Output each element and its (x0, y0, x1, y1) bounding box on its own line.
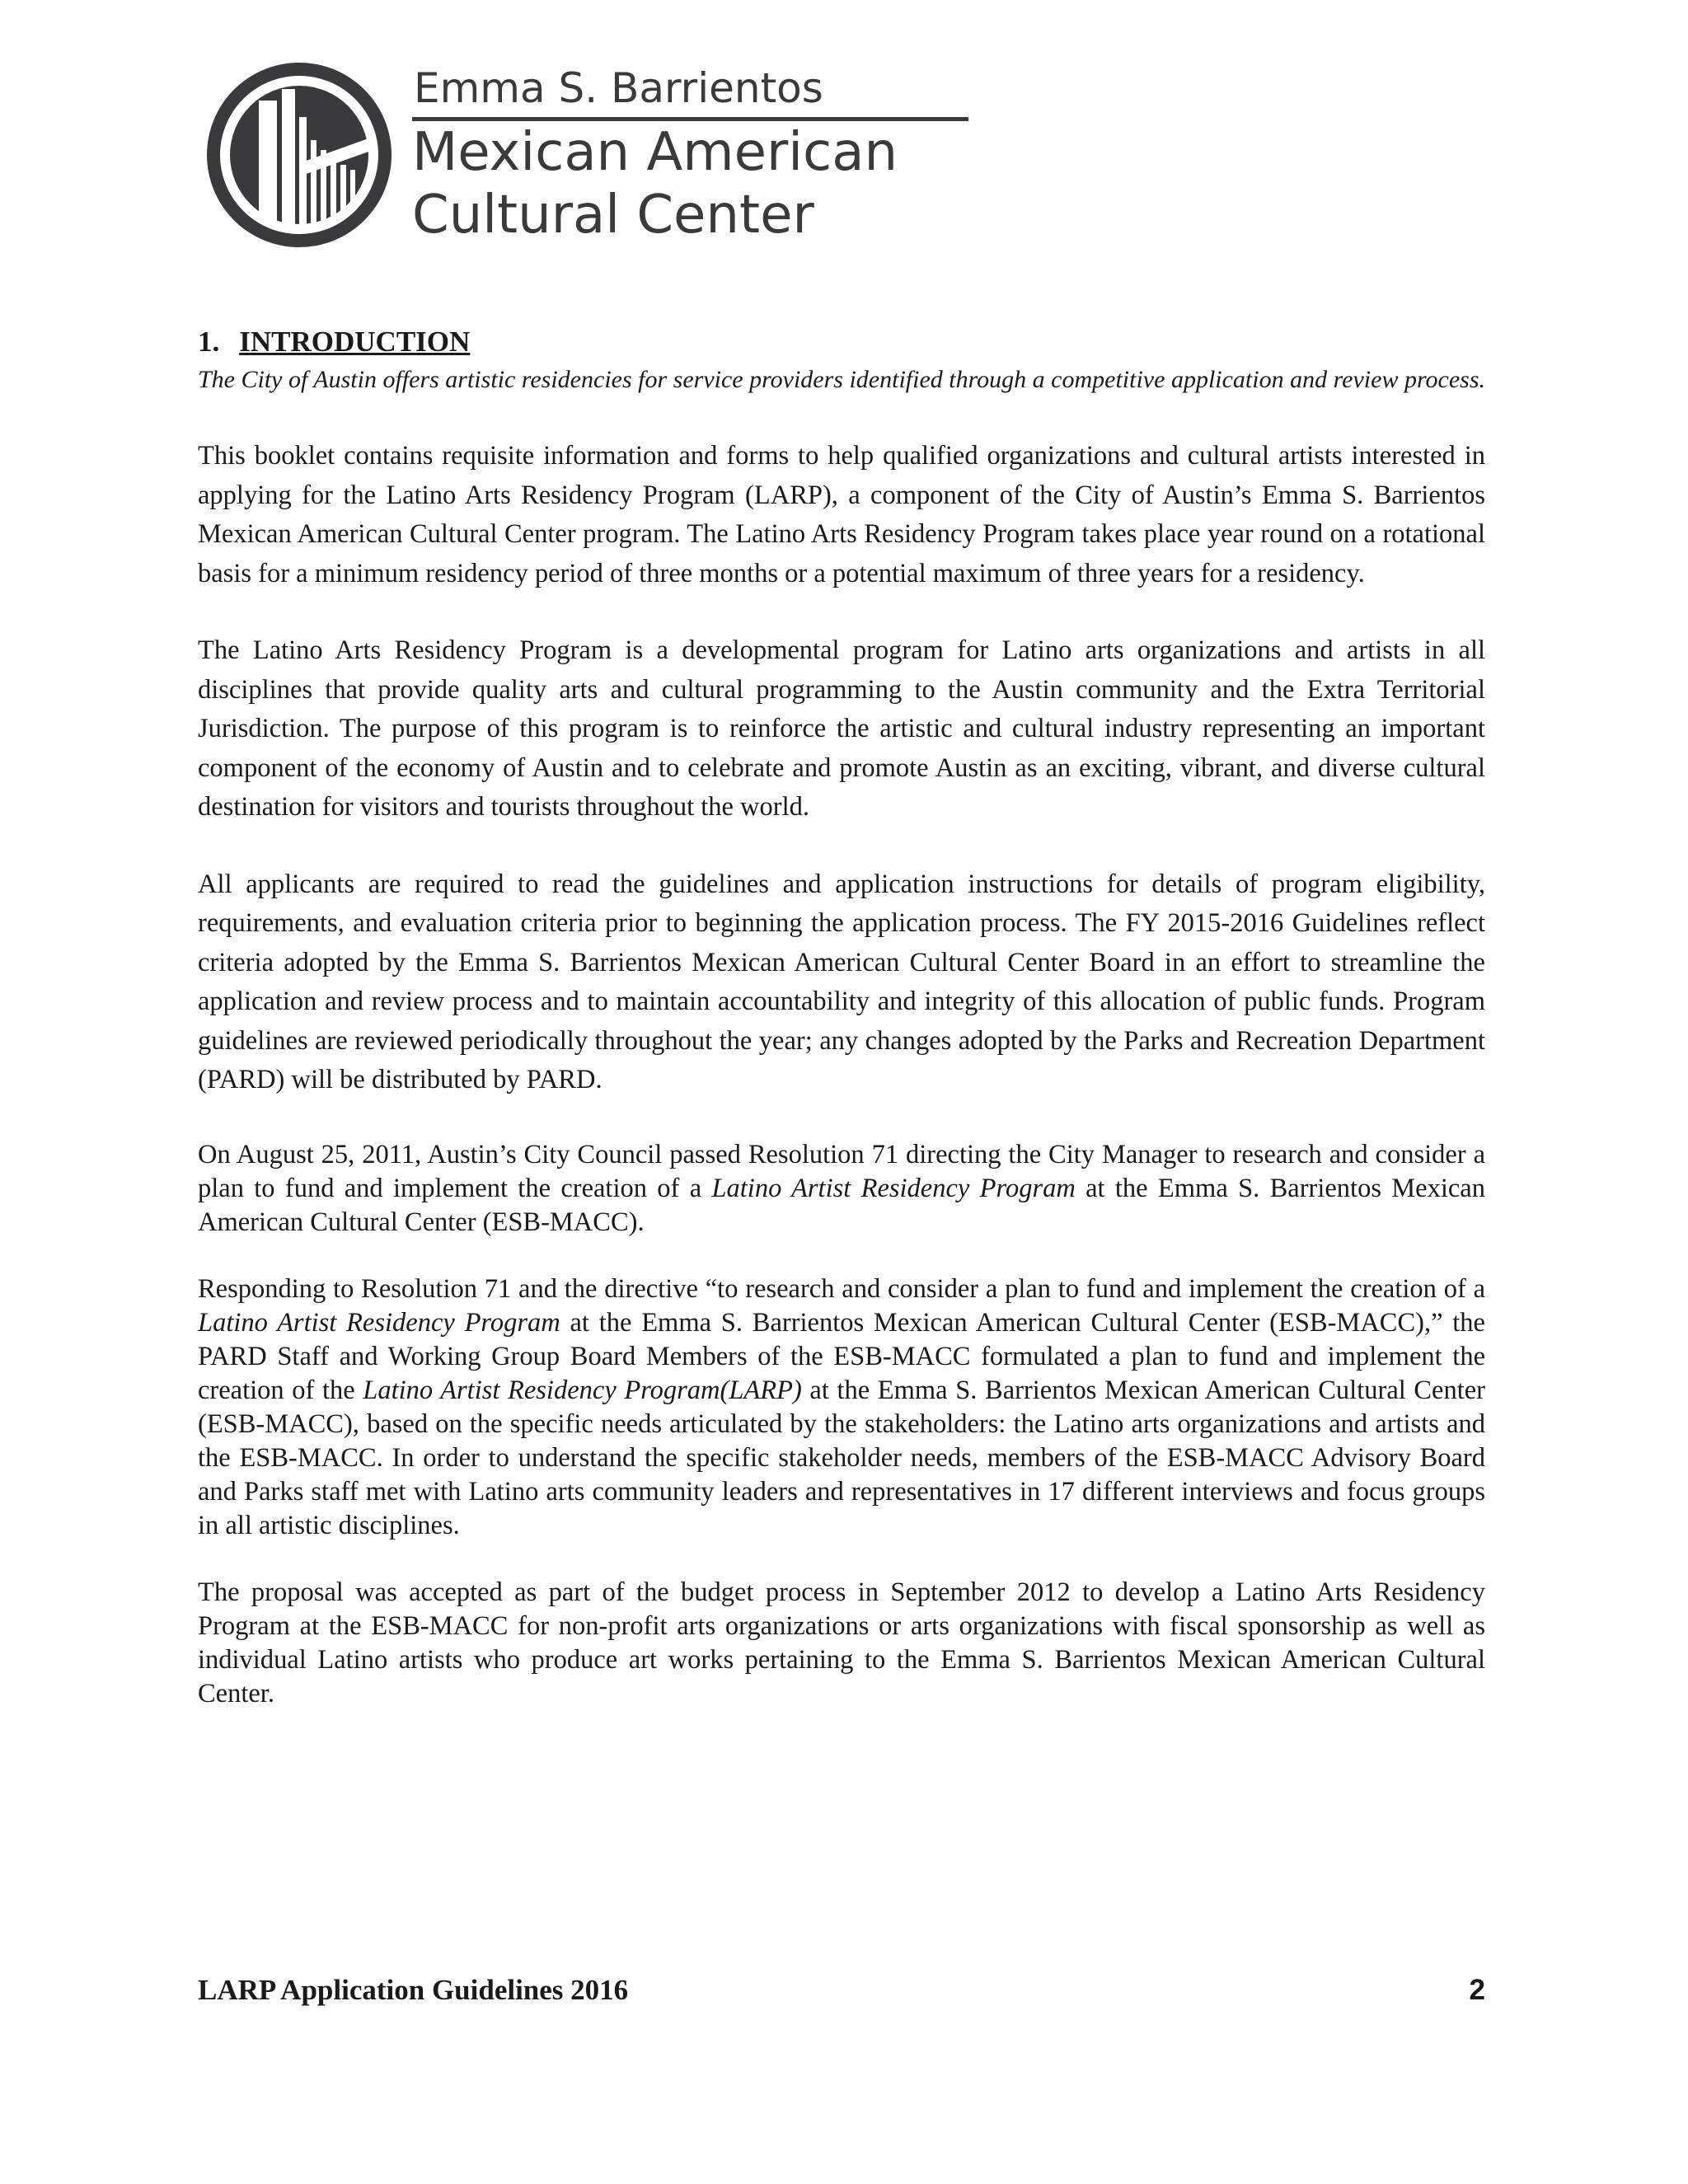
text-run: On August 25, 2011, Austin’s City Council passed Resolution 71 directing the City Manager to research and consider a plan to fund and implement the creation of a (198, 1139, 1485, 1203)
text-run: Responding to Resolution 71 and the directive “to research and consider a plan to fund and implement the creation of a (198, 1273, 1485, 1304)
paragraph-resolution (198, 1138, 1485, 1240)
section-number: 1. (198, 326, 220, 358)
program-name-italic: Latino Artist Residency Program (198, 1307, 560, 1338)
text-run: at the Emma S. Barrientos Mexican American Cultural Center (ESB-MACC). (198, 1173, 1485, 1237)
logo-emblem-icon (207, 63, 392, 247)
page-number: 2 (1469, 1974, 1485, 2006)
esb-macc-logo (203, 58, 978, 255)
text-run: at the Emma S. Barrientos Mexican American Cultural Center (ESB-MACC), based on the specific needs articulated by the stakeholders: the Latino arts organizations and artists and the ESB-MACC. In order to understand the specific stakeholder needs, members of the ESB-MACC Advisory Board and Parks staff met with Latino arts community leaders and representatives in 17 different interviews and focus groups in all artistic disciplines. (198, 1375, 1486, 1540)
section-subtitle: The City of Austin offers artistic residencies for service providers identified through a competitive application and review process. (198, 366, 1485, 393)
paragraph-program: The Latino Arts Residency Program is a developmental program for Latino arts organizations and artists in all disciplines that provide quality arts and cultural programming to the Austin community and the Extra Territorial Jurisdiction. The purpose of this program is to reinforce the artistic and cultural industry representing an important component of the economy of Austin and to celebrate and promote Austin as an exciting, vibrant, and diverse cultural destination for visitors and tourists throughout the world. (198, 635, 1485, 822)
section-title: INTRODUCTION (239, 326, 471, 358)
text-run: at the Emma S. Barrientos Mexican American Cultural Center (ESB-MACC),” the PARD Staff and Working Group Board Members of the ESB-MACC formulated a plan to fund and implement the creation of the (198, 1307, 1485, 1405)
page-footer (198, 1971, 1485, 2009)
logo-line3: Cultural Center (412, 185, 814, 246)
paragraph-proposal: The proposal was accepted as part of the budget process in September 2012 to develop a Latino Arts Residency Program at the ESB-MACC for non-profit arts organizations or arts organizations with fiscal sponsorship as well as individual Latino artists who produce art works pertaining to the Emma S. Barrientos Mexican American Cultural Center. (198, 1577, 1485, 1708)
paragraph-applicants: All applicants are required to read the guidelines and application instructions for details of program eligibility, requirements, and evaluation criteria prior to beginning the application process. The FY 2015-2016 Guidelines reflect criteria adopted by the Emma S. Barrientos Mexican American Cultural Center Board in an effort to streamline the application and review process and to maintain accountability and integrity of this allocation of public funds. Program guidelines are reviewed periodically throughout the year; any changes adopted by the Parks and Recreation Department (PARD) will be distributed by PARD. (198, 869, 1485, 1094)
paragraph-response (198, 1272, 1485, 1543)
paragraph-booklet: This booklet contains requisite information and forms to help qualified organizations and cultural artists interested in applying for the Latino Arts Residency Program (LARP), a component of the City of Austin’s Emma S. Barrientos Mexican American Cultural Center program. The Latino Arts Residency Program takes place year round on a rotational basis for a minimum residency period of three months or a potential maximum of three years for a residency. (198, 441, 1485, 588)
page-body (198, 323, 1485, 1744)
logo-line2: Mexican American (412, 122, 898, 183)
section-heading (198, 323, 1485, 361)
footer-title: LARP Application Guidelines 2016 (198, 1974, 629, 2006)
program-name-italic: Latino Artist Residency Program (711, 1173, 1076, 1203)
logo-line1: Emma S. Barrientos (414, 64, 823, 112)
program-name-italic: Latino Artist Residency Program(LARP) (363, 1375, 802, 1405)
logo-graphic (203, 58, 978, 255)
